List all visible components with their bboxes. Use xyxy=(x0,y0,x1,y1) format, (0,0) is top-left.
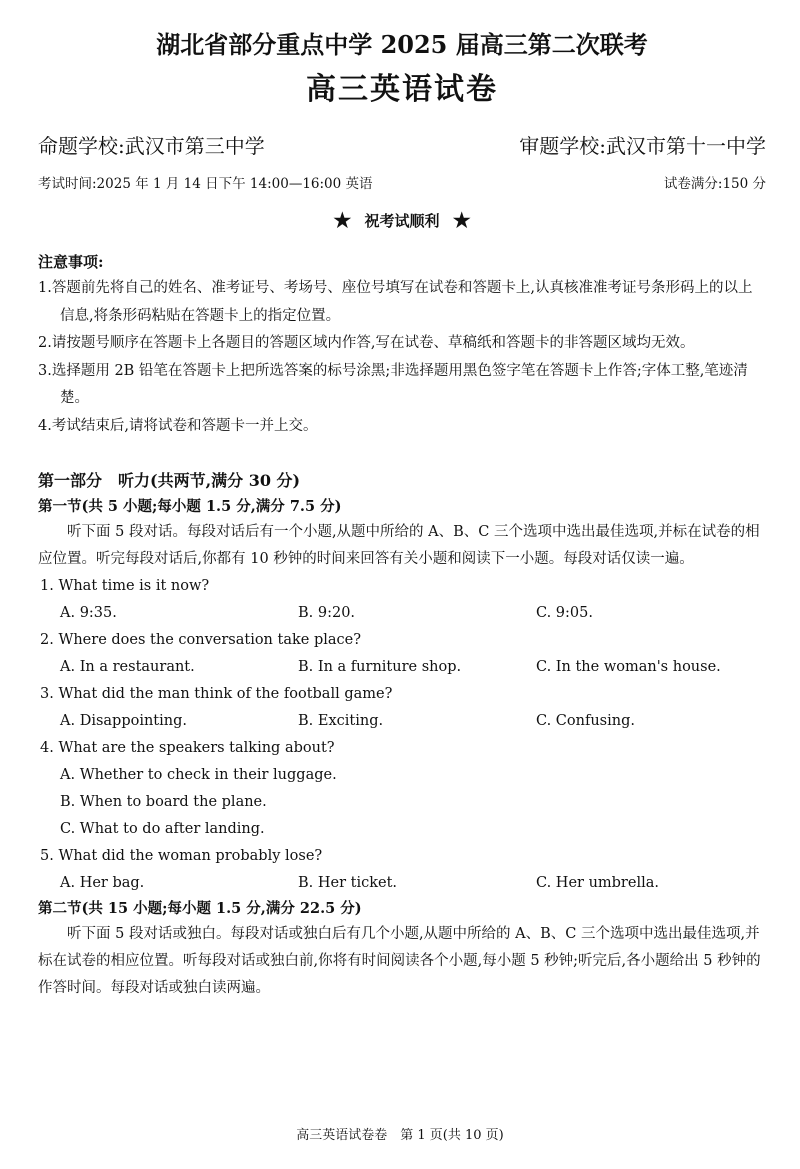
exam-page xyxy=(0,28,800,1169)
exam-time: 考试时间:2025 年 1 月 14 日下午 14:00—16:00 英语 xyxy=(38,176,373,192)
school-info xyxy=(38,132,766,160)
option-a: A. 9:35. xyxy=(60,605,117,621)
reviewer-school: 审题学校:武汉市第十一中学 xyxy=(519,134,766,158)
star-icon: ★ xyxy=(333,208,352,232)
star-icon: ★ xyxy=(452,208,471,232)
option-c: C. In the woman's house. xyxy=(536,659,721,675)
option-b: B. Her ticket. xyxy=(298,875,398,891)
option-b: B. In a furniture shop. xyxy=(298,659,462,675)
notice-item: 4.考试结束后,请将试卷和答题卡一并上交。 xyxy=(38,417,318,434)
proposer-school: 命题学校:武汉市第三中学 xyxy=(38,134,265,158)
section1-instructions: 听下面 5 段对话。每段对话后有一个小题,从题中所给的 A、B、C 三个选项中选出最佳选项,并标在试卷的相应位置。听完每段对话后,你都有 10 秒钟的时间来回答有关小题和阅读下一小题。每段对话仅读一遍。 xyxy=(38,524,760,567)
option-a: A. Her bag. xyxy=(60,875,145,891)
option-a: A. Whether to check in their luggage. xyxy=(60,767,337,783)
question-stem: 4. What are the speakers talking about? xyxy=(40,740,335,756)
part1-heading: 第一部分 听力(共两节,满分 30 分) xyxy=(38,471,301,490)
question-options xyxy=(38,870,766,897)
section1-heading: 第一节(共 5 小题;每小题 1.5 分,满分 7.5 分) xyxy=(38,498,342,515)
exam-meta xyxy=(38,174,766,194)
good-luck-text: 祝考试顺利 xyxy=(364,212,440,230)
question-options xyxy=(38,600,766,627)
notice-item: 1.答题前先将自己的姓名、准考证号、考场号、座位号填写在试卷和答题卡上,认真核准准考证号条形码上的以上信息,将条形码粘贴在答题卡上的指定位置。 xyxy=(38,280,753,324)
notice-heading: 注意事项: xyxy=(38,253,104,271)
option-c: C. Confusing. xyxy=(536,713,635,729)
option-c: C. Her umbrella. xyxy=(536,875,659,891)
option-c: C. What to do after landing. xyxy=(60,821,265,837)
full-score: 试卷满分:150 分 xyxy=(663,176,766,192)
option-b: B. 9:20. xyxy=(298,605,356,621)
question-stem: 3. What did the man think of the football game? xyxy=(40,686,393,702)
option-a: A. Disappointing. xyxy=(60,713,188,729)
option-b: B. Exciting. xyxy=(298,713,384,729)
good-luck-banner xyxy=(38,208,766,233)
question-options xyxy=(38,654,766,681)
section2-heading: 第二节(共 15 小题;每小题 1.5 分,满分 22.5 分) xyxy=(38,900,362,917)
notice-item: 2.请按题号顺序在答题卡上各题目的答题区域内作答,写在试卷、草稿纸和答题卡的非答题区域均无效。 xyxy=(38,335,695,351)
question-stem: 2. Where does the conversation take place? xyxy=(40,632,361,648)
question-options xyxy=(38,708,766,735)
option-b: B. When to board the plane. xyxy=(60,794,267,810)
option-c: C. 9:05. xyxy=(536,605,593,621)
question-stem: 5. What did the woman probably lose? xyxy=(40,848,323,864)
option-a: A. In a restaurant. xyxy=(60,659,195,675)
page-footer: 高三英语试卷卷 第 1 页(共 10 页) xyxy=(296,1128,504,1143)
exam-subtitle: 高三英语试卷 xyxy=(306,72,498,107)
exam-title: 湖北省部分重点中学 2025 届高三第二次联考 xyxy=(156,30,648,59)
notice-item: 3.选择题用 2B 铅笔在答题卡上把所选答案的标号涂黑;非选择题用黑色签字笔在答题卡上作答;字体工整,笔迹清楚。 xyxy=(38,362,748,406)
question-stem: 1. What time is it now? xyxy=(40,578,210,594)
section2-instructions: 听下面 5 段对话或独白。每段对话或独白后有几个小题,从题中所给的 A、B、C 三个选项中选出最佳选项,并标在试卷的相应位置。听每段对话或独白前,你将有时间阅读各个小题,每小题 5 秒钟;听完后,各小题给出 5 秒钟的作答时间。每段对话或独白读两遍。 xyxy=(38,926,761,996)
